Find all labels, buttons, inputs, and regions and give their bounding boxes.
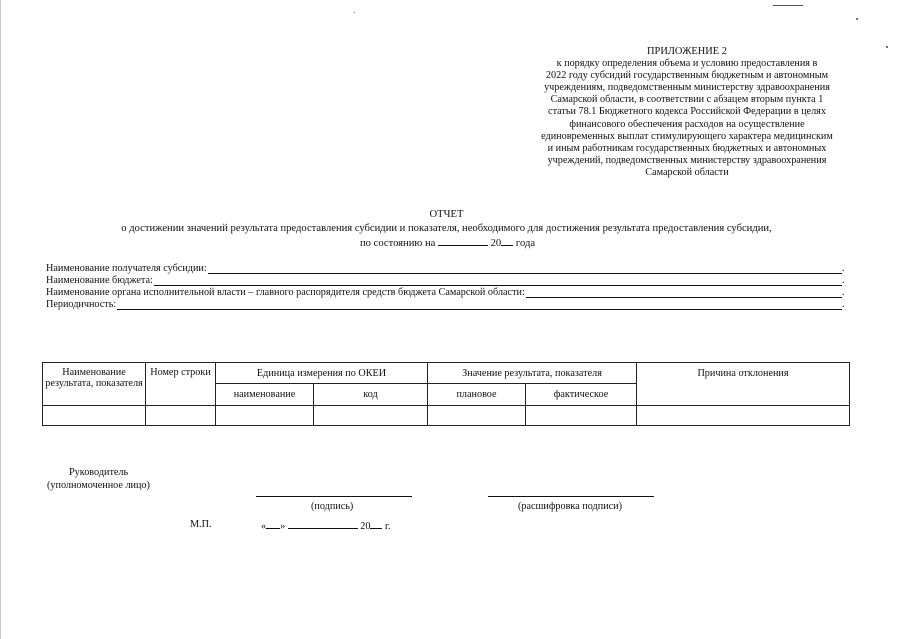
- sign-date-month-blank[interactable]: [288, 519, 358, 529]
- header-name: Наименование результата, показателя: [43, 363, 146, 406]
- signature-caption: (подпись): [311, 501, 354, 512]
- scan-speck: [354, 12, 355, 13]
- appendix-line: и иным работникам государственных бюджетных и автономных: [547, 142, 827, 154]
- cell-name[interactable]: [43, 406, 146, 426]
- scan-edge: [0, 0, 1, 639]
- report-title: ОТЧЕТ: [429, 209, 464, 220]
- cell-reason[interactable]: [637, 406, 850, 426]
- field-authority: Наименование органа исполнительной власти – главного распорядителя средств бюджета Самарской области: .: [46, 287, 845, 298]
- report-date-prefix: по состоянию на: [360, 238, 436, 249]
- signer-subtitle: (уполномоченное лицо): [47, 480, 150, 491]
- signer-title: Руководитель: [69, 467, 129, 478]
- header-unit: Единица измерения по ОКЕИ: [216, 363, 428, 384]
- report-year-blank[interactable]: [501, 236, 513, 246]
- table-row: [43, 406, 850, 426]
- report-date-suffix: года: [515, 238, 536, 249]
- field-authority-input[interactable]: [526, 288, 842, 298]
- cell-row-number[interactable]: [146, 406, 216, 426]
- scan-mark: [773, 5, 803, 6]
- signature-decode-line[interactable]: [488, 496, 654, 497]
- sign-date-suffix: г.: [385, 521, 391, 532]
- report-table: [42, 362, 850, 426]
- cell-unit-code[interactable]: [314, 406, 428, 426]
- appendix-line: учреждений, подведомственных министерству здравоохранения: [547, 154, 827, 166]
- appendix-line: учреждениям, подведомственным министерству здравоохранения: [544, 82, 830, 94]
- stamp-label: М.П.: [190, 519, 212, 530]
- report-subtitle: о достижении значений результата предоставления субсидии и показателя, необходимого для достижения результата предоставления субсидии,: [121, 223, 772, 234]
- sign-date-open: «: [261, 521, 267, 532]
- field-label: Наименование бюджета:: [46, 275, 153, 286]
- field-periodicity: Периодичность: .: [46, 299, 845, 310]
- sign-date: [261, 519, 391, 532]
- cell-value-plan[interactable]: [428, 406, 526, 426]
- header-value: Значение результата, показателя: [428, 363, 637, 384]
- appendix-title: ПРИЛОЖЕНИЕ 2: [647, 46, 727, 57]
- signature-line[interactable]: [256, 496, 412, 497]
- field-recipient: Наименование получателя субсидии: .: [46, 263, 845, 274]
- field-label: Наименование получателя субсидии:: [46, 263, 207, 274]
- appendix-line: 2022 году субсидий государственным бюджетным и автономным: [545, 70, 829, 82]
- field-budget: Наименование бюджета: .: [46, 275, 845, 286]
- appendix-line: статьи 78.1 Бюджетного кодекса Российской Федерации в целях: [548, 106, 826, 118]
- appendix-line: Самарской области: [645, 166, 729, 178]
- appendix-line: к порядку определения объема и условию предоставления в: [556, 58, 818, 70]
- sign-date-year-blank[interactable]: [370, 519, 382, 529]
- report-date: [360, 236, 535, 251]
- field-periodicity-input[interactable]: [117, 300, 842, 310]
- sign-date-day-blank[interactable]: [266, 519, 280, 529]
- scan-speck: [886, 46, 888, 48]
- report-date-blank[interactable]: [438, 236, 488, 246]
- header-unit-code: код: [314, 384, 428, 406]
- header-value-fact: фактическое: [526, 384, 637, 406]
- appendix-line: единовременных выплат стимулирующего характера медицинским: [541, 130, 833, 142]
- signature-decode-caption: (расшифровка подписи): [518, 501, 622, 512]
- header-unit-name: наименование: [216, 384, 314, 406]
- field-budget-input[interactable]: [154, 276, 842, 286]
- scan-speck: [856, 18, 858, 20]
- appendix-line: финансового обеспечения расходов на осуществление: [569, 118, 805, 130]
- cell-value-fact[interactable]: [526, 406, 637, 426]
- field-label: Наименование органа исполнительной власти – главного распорядителя средств бюджета Самарской области:: [46, 287, 525, 298]
- report-date-year: 20: [490, 238, 502, 249]
- field-label: Периодичность:: [46, 299, 117, 310]
- header-reason: Причина отклонения: [637, 363, 850, 406]
- appendix-line: Самарской области, в соответствии с абзацем вторым пункта 1: [550, 94, 824, 106]
- field-recipient-input[interactable]: [208, 264, 842, 274]
- header-row-number: Номер строки: [146, 363, 216, 406]
- header-value-plan: плановое: [428, 384, 526, 406]
- sign-date-year: 20: [360, 521, 371, 532]
- cell-unit-name[interactable]: [216, 406, 314, 426]
- appendix-header: [526, 46, 848, 179]
- sign-date-close: »: [280, 521, 286, 532]
